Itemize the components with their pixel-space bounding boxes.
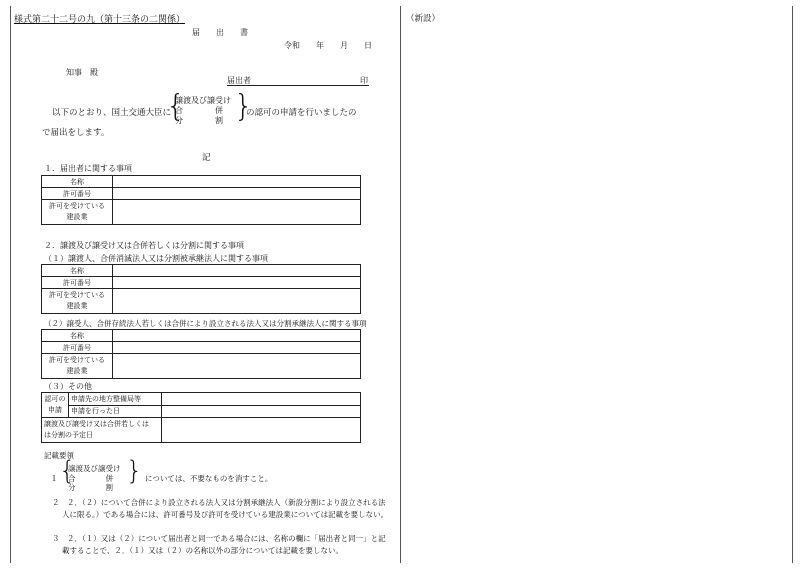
applicant-label: 届出者 [227,76,251,85]
applicant-table [41,175,361,225]
brace-right: } [234,89,254,124]
row-name-label: 名称 [42,330,113,342]
transferee-table [41,329,361,379]
right-divider [792,6,793,563]
row-permit-label: 許可番号 [42,188,113,200]
business-field[interactable] [113,200,361,225]
plan-field[interactable] [162,418,361,443]
section-2-heading: ２．譲渡及び譲受け又は合併若しくは分割に関する事項 [44,241,244,250]
date-line: 令和 年 月 日 [284,41,372,50]
note-brace-item: 分 割 [68,483,113,492]
plan-label: 譲渡及び譲受け又は合併若しくは は分割の予定日 [42,418,162,443]
left-divider [10,6,11,563]
note-brace-left: { [59,456,76,486]
transferor-table [41,264,361,314]
date-field[interactable] [162,405,361,418]
permit-no-field[interactable] [113,277,361,289]
seal-mark: 印 [360,76,368,85]
name-field[interactable] [113,176,361,188]
section-2-1-heading: （１）譲渡人、合併消滅法人又は分割被承継法人に関する事項 [44,254,268,263]
section-2-2-heading: （２）譲受人、合併存続法人若しくは合併により設立される法人又は分割承継法人に関する事項 [44,319,367,328]
brace-left: { [166,89,186,124]
form-title: 様式第二十二号の九（第十三条の二関係） [14,15,186,25]
note-2: ２ ２．（２）について合併により設立される法人又は分割承継法人（新設分割により設立される法人に限る。）である場合には、許可番号及び許可を受けている建設業については記載を要しない。 [52,498,389,519]
note-brace-items [68,464,121,493]
section-2-3-heading: （３）その他 [44,382,92,391]
row-business-label: 許可を受けている 建設業 [42,200,113,225]
notes-title: 記載要領 [44,451,74,460]
note-1-number: １ [50,474,58,483]
note-brace-right: } [126,456,143,486]
note-3: ３ ２．（１）又は（２）について届出者と同一である場合には、名称の欄に「届出者と同一」と記載することで、２．（１）又は（２）の名称以外の部分については記載を要しない。 [52,534,386,555]
ninka-label: 認可の 申請 [42,393,69,418]
other-table [41,392,361,443]
permit-no-field[interactable] [113,188,361,200]
office-label: 申請先の地方整備局等 [69,393,162,406]
brace-item: 合 併 [175,106,223,115]
body-pre: 以下のとおり、国土交通大臣に [52,108,172,118]
body-line2: で届出をします。 [42,128,110,138]
applicant-underline [227,85,369,86]
note-brace-item: 合 併 [68,473,113,483]
permit-no-field[interactable] [113,342,361,354]
body-post: の認可の申請を行いましたの [246,108,357,118]
row-name-label: 名称 [42,176,113,188]
center-divider [400,6,401,563]
note-1-text: については、不要なものを消すこと。 [145,474,273,483]
right-column-label: （新設） [406,14,441,24]
ki-heading: 記 [202,153,211,163]
row-permit-label: 許可番号 [42,342,113,354]
business-field[interactable] [113,289,361,314]
date-label: 申請を行った日 [69,405,162,418]
brace-item: 譲渡及び譲受け [175,96,231,105]
doc-title: 届 出 書 [192,28,248,37]
note-brace-item: 譲渡及び譲受け [68,464,121,473]
row-business-label: 許可を受けている 建設業 [42,354,113,379]
row-name-label: 名称 [42,265,113,277]
row-business-label: 許可を受けている 建設業 [42,289,113,314]
business-field[interactable] [113,354,361,379]
addressee: 知事 殿 [66,68,98,77]
name-field[interactable] [113,330,361,342]
name-field[interactable] [113,265,361,277]
brace-item: 分 割 [175,116,223,125]
office-field[interactable] [162,393,361,406]
brace-items [175,96,231,126]
section-1-heading: １．届出者に関する事項 [44,164,132,173]
row-permit-label: 許可番号 [42,277,113,289]
